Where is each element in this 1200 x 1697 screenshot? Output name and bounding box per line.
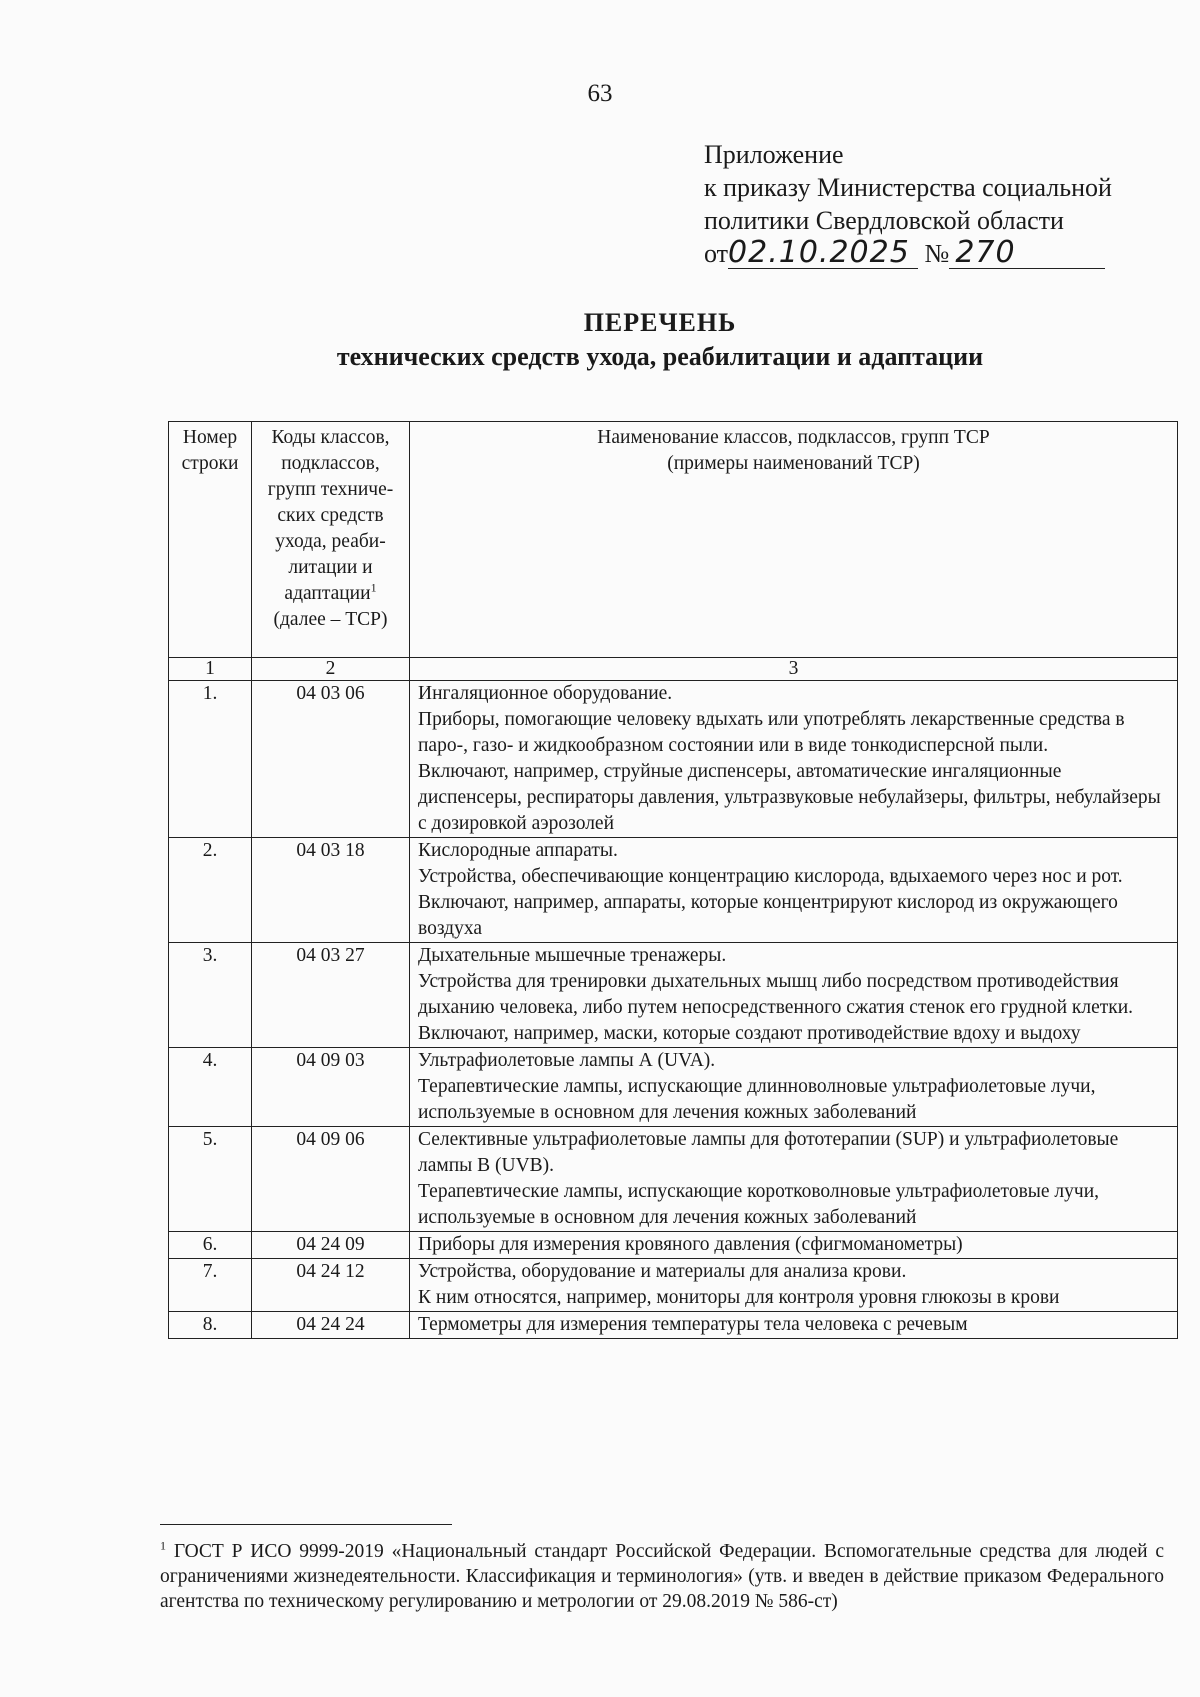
row-number: 6.: [169, 1232, 252, 1259]
row-number: 8.: [169, 1312, 252, 1339]
description-paragraph: Термометры для измерения температуры тела человека с речевым: [418, 1314, 968, 1335]
column-index: 2: [252, 658, 410, 681]
column-index-row: [169, 658, 1178, 681]
footnote-text: ГОСТ Р ИСО 9999-2019 «Национальный стандарт Российской Федерации. Вспомогательные средства для людей с ограничениями жизнедеятельности. Классификация и терминология» (утв. и введен в действие приказом Федерального агентства по техническому регулированию и метрологии от 29.08.2019 № 586-ст): [160, 1541, 1164, 1612]
description-paragraph: Селективные ультрафиолетовые лампы для фототерапии (SUP) и ультрафиолетовые лампы В (UVB).: [418, 1129, 1119, 1176]
header-codes-tail: (далее – ТСР): [273, 609, 388, 630]
row-code: 04 09 06: [252, 1127, 410, 1232]
appendix-ministry-line: политики Свердловской области: [704, 206, 1064, 235]
description-paragraph: Устройства для тренировки дыхательных мышц либо посредством противодействия дыханию человека, либо путем непосредственного сжатия стенок его грудной клетки. Включают, например, маски, которые создают противодействие вдоху и выдоху: [418, 971, 1134, 1044]
row-code: 04 03 27: [252, 943, 410, 1048]
row-description: [410, 943, 1178, 1048]
header-names: [410, 422, 1178, 658]
document-subtitle: технических средств ухода, реабилитации и адаптации: [336, 342, 984, 371]
description-paragraph: Кислородные аппараты.: [418, 840, 618, 861]
description-paragraph: Терапевтические лампы, испускающие длинноволновые ультрафиолетовые лучи, используемые в основном для лечения кожных заболеваний: [418, 1076, 1096, 1123]
table-row: [169, 1127, 1178, 1232]
header-codes-text: Коды классов, подклассов, групп техниче-ских средств ухода, реаби-литации и адаптации: [267, 427, 394, 604]
order-number: 270: [949, 239, 1105, 269]
footnote-ref: 1: [370, 580, 377, 595]
row-description: [410, 1048, 1178, 1127]
row-number: 7.: [169, 1259, 252, 1312]
appendix-block: [704, 138, 1112, 270]
description-paragraph: Приборы, помогающие человеку вдыхать или употреблять лекарственные средства в паро-, газо- и жидкообразном состоянии или в виде тонкодисперсной пыли.: [418, 709, 1125, 756]
row-number: 2.: [169, 838, 252, 943]
description-paragraph: Устройства, оборудование и материалы для анализа крови.: [418, 1261, 907, 1282]
tsr-table: [168, 421, 1178, 1339]
description-paragraph: Ингаляционное оборудование.: [418, 683, 673, 704]
title-block: [0, 306, 1200, 374]
table-row: [169, 1232, 1178, 1259]
column-index: 1: [169, 658, 252, 681]
row-description: [410, 1232, 1178, 1259]
row-code: 04 03 06: [252, 681, 410, 838]
row-code: 04 09 03: [252, 1048, 410, 1127]
row-number: 3.: [169, 943, 252, 1048]
description-paragraph: Терапевтические лампы, испускающие коротковолновые ультрафиолетовые лучи, используемые в основном для лечения кожных заболеваний: [418, 1181, 1100, 1228]
table-row: [169, 1048, 1178, 1127]
row-code: 04 24 24: [252, 1312, 410, 1339]
row-code: 04 24 12: [252, 1259, 410, 1312]
row-description: [410, 1259, 1178, 1312]
row-number: 4.: [169, 1048, 252, 1127]
row-description: [410, 1127, 1178, 1232]
date-prefix: от: [704, 239, 729, 268]
column-index: 3: [410, 658, 1178, 681]
description-paragraph: Устройства, обеспечивающие концентрацию кислорода, вдыхаемого через нос и рот.: [418, 866, 1123, 887]
description-paragraph: К ним относятся, например, мониторы для контроля уровня глюкозы в крови: [418, 1287, 1060, 1308]
row-code: 04 03 18: [252, 838, 410, 943]
row-description: [410, 838, 1178, 943]
number-prefix: №: [924, 239, 950, 268]
description-paragraph: Включают, например, аппараты, которые концентрируют кислород из окружающего воздуха: [418, 892, 1118, 939]
header-names-line1: Наименование классов, подклассов, групп ТСР: [597, 427, 990, 448]
table-row: [169, 943, 1178, 1048]
table-row: [169, 681, 1178, 838]
appendix-order-line: к приказу Министерства социальной: [704, 173, 1112, 202]
row-number: 5.: [169, 1127, 252, 1232]
row-description: [410, 1312, 1178, 1339]
table-row: [169, 1312, 1178, 1339]
row-description: [410, 681, 1178, 838]
description-paragraph: Приборы для измерения кровяного давления (сфигмоманометры): [418, 1234, 963, 1255]
footnote-marker: 1: [160, 1538, 166, 1553]
row-code: 04 24 09: [252, 1232, 410, 1259]
order-date: 02.10.2025: [728, 239, 918, 269]
table-header-row: [169, 422, 1178, 658]
header-names-line2: (примеры наименований ТСР): [667, 453, 920, 474]
footnote-divider: [160, 1524, 452, 1525]
footnote: [160, 1539, 1164, 1614]
table-row: [169, 1259, 1178, 1312]
description-paragraph: Ультрафиолетовые лампы А (UVA).: [418, 1050, 716, 1071]
table-row: [169, 838, 1178, 943]
row-number: 1.: [169, 681, 252, 838]
description-paragraph: Включают, например, струйные диспенсеры, автоматические ингаляционные диспенсеры, респираторы давления, ультразвуковые небулайзеры, фильтры, небулайзеры с дозировкой аэрозолей: [418, 761, 1161, 834]
document-title: ПЕРЕЧЕНЬ: [583, 308, 737, 337]
header-codes: [252, 422, 410, 658]
header-row-number: Номер строки: [169, 422, 252, 658]
page-number: 63: [587, 80, 613, 107]
appendix-title: Приложение: [704, 140, 844, 169]
description-paragraph: Дыхательные мышечные тренажеры.: [418, 945, 727, 966]
appendix-date-line: [704, 237, 1112, 270]
